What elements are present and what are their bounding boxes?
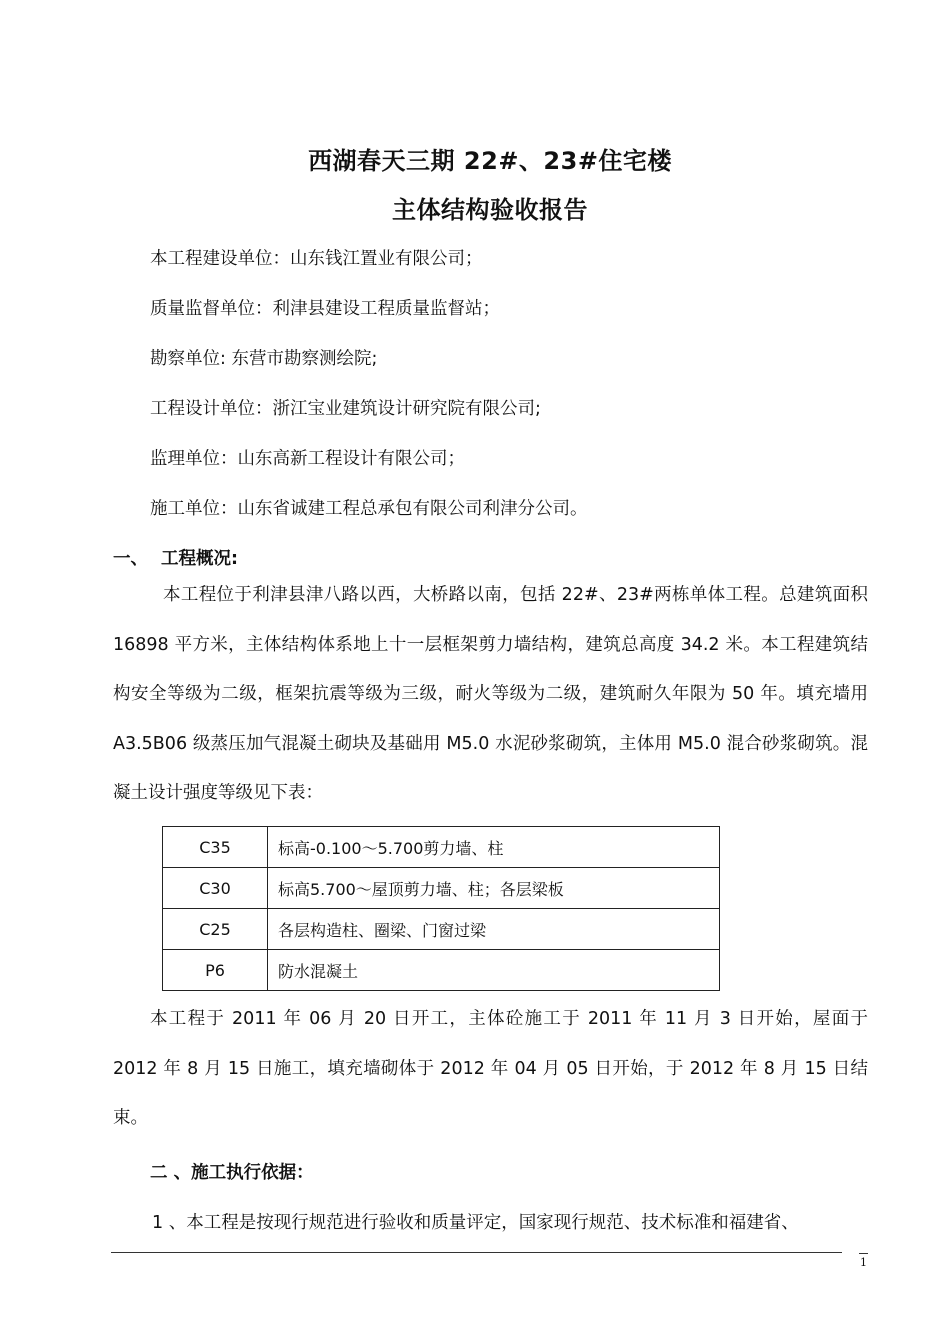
- unit-line-supervision: 监理单位：山东高新工程设计有限公司；: [150, 449, 465, 469]
- scope-cell: 防水混凝土: [268, 950, 720, 991]
- unit-line-quality-supervision: 质量监督单位：利津县建设工程质量监督站；: [150, 299, 500, 319]
- table-row: [163, 868, 720, 909]
- schedule-paragraph: 本工程于 2011 年 06 月 20 日开工，主体砼施工于 2011 年 11 月 3 日开始，屋面于 2012 年 8 月 15 日施工，填充墙砌体于 2012 年 04 月 05 日开始，于 2012 年 8 月 15 日结束。: [113, 1009, 868, 1129]
- grade-cell: C35: [163, 827, 268, 868]
- grade-cell: C30: [163, 868, 268, 909]
- section-heading-basis: 二 、施工执行依据：: [150, 1163, 314, 1183]
- unit-line-contractor: 施工单位：山东省诚建工程总承包有限公司利津分公司。: [150, 499, 588, 519]
- unit-line-design: 工程设计单位：浙江宝业建筑设计研究院有限公司;: [150, 399, 541, 419]
- table-row: [163, 827, 720, 868]
- overview-paragraph: 本工程位于利津县津八路以西，大桥路以南，包括 22#、23#两栋单体工程。总建筑面积 16898 平方米，主体结构体系地上十一层框架剪力墙结构，建筑总高度 34.2 米。本工程建筑结构安全等级为二级，框架抗震等级为三级，耐火等级为二级，建筑耐久年限为 50 年。填充墙用 A3.5B06 级蒸压加气混凝土砌块及基础用 M5.0 水泥砂浆砌筑，主体用 M5.0 混合砂浆砌筑。混凝土设计强度等级见下表：: [113, 585, 868, 804]
- table-row: [163, 950, 720, 991]
- unit-line-survey: 勘察单位: 东营市勘察测绘院;: [150, 349, 378, 369]
- scope-cell: 标高-0.100～5.700剪力墙、柱: [268, 827, 720, 868]
- concrete-grade-table: [162, 826, 720, 991]
- footer-divider: [111, 1252, 842, 1253]
- page-number-mark: [859, 1253, 868, 1254]
- section-title: 工程概况:: [161, 549, 238, 569]
- section-heading-overview: [113, 545, 238, 570]
- grade-cell: C25: [163, 909, 268, 950]
- unit-line-construction: 本工程建设单位：山东钱江置业有限公司；: [150, 249, 483, 269]
- grade-cell: P6: [163, 950, 268, 991]
- table-row: [163, 909, 720, 950]
- page-number: 1: [860, 1256, 867, 1269]
- basis-item-1: 1 、本工程是按现行规范进行验收和质量评定，国家现行规范、技术标准和福建省、: [152, 1213, 799, 1233]
- scope-cell: 各层构造柱、圈梁、门窗过梁: [268, 909, 720, 950]
- section-number: 一、: [113, 549, 148, 569]
- document-subtitle: 主体结构验收报告: [392, 196, 588, 224]
- document-title: 西湖春天三期 22#、23#住宅楼: [308, 147, 672, 175]
- scope-cell: 标高5.700～屋顶剪力墙、柱；各层梁板: [268, 868, 720, 909]
